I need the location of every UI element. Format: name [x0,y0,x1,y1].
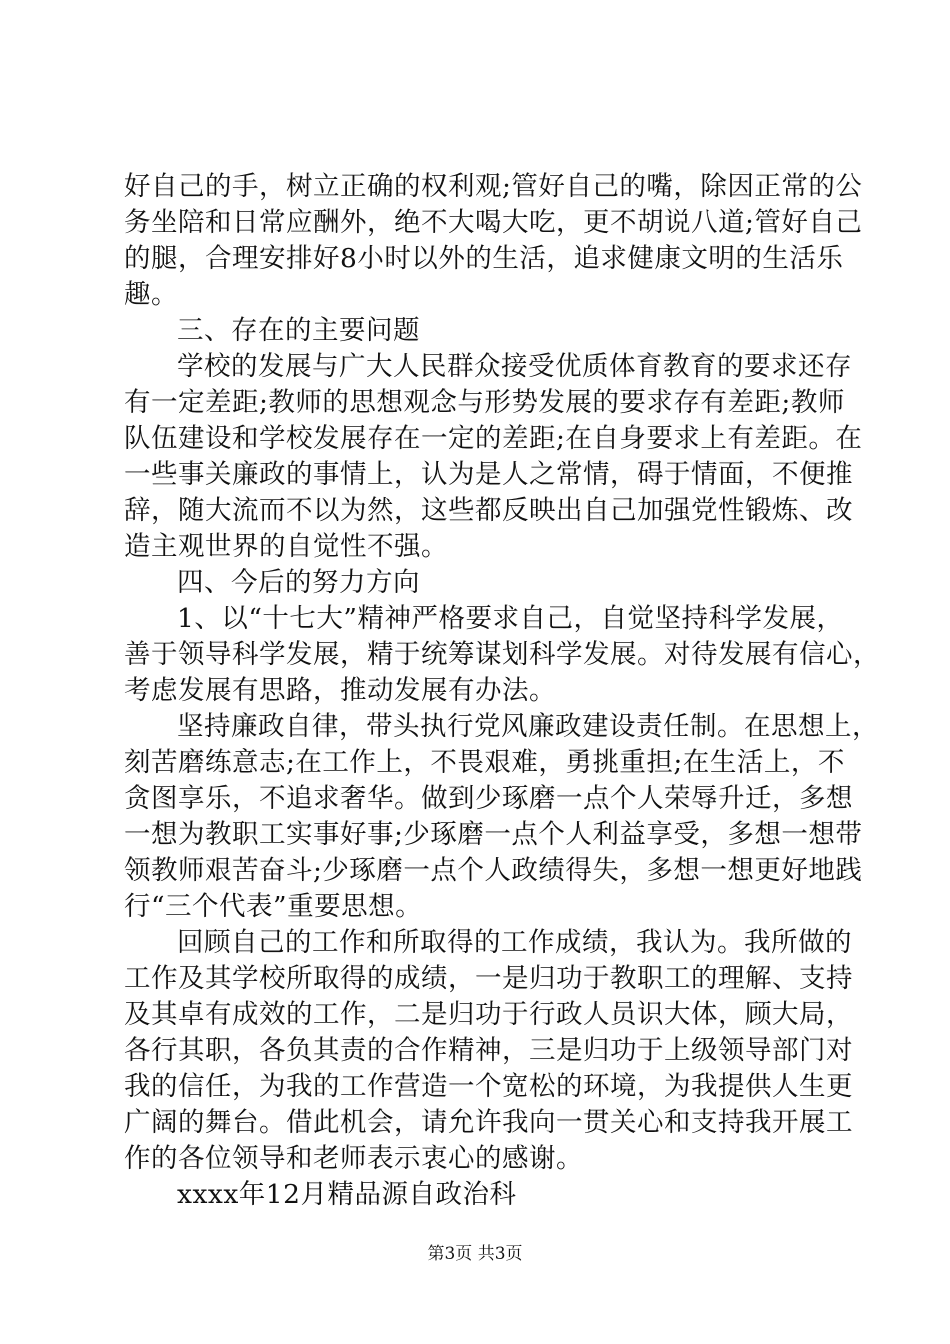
body-line: 善于领导科学发展，精于统筹谋划科学发展。对待发展有信心， [124,639,880,670]
body-line: 趣。 [124,279,178,310]
body-line: 队伍建设和学校发展存在一定的差距;在自身要求上有差距。在 [124,423,863,454]
body-line: 的腿，合理安排好8小时以外的生活，追求健康文明的生活乐 [124,243,844,274]
body-line: 贪图享乐，不追求奢华。做到少琢磨一点个人荣辱升迁，多想 [124,783,853,814]
body-line: 一想为教职工实事好事;少琢磨一点个人利益享受，多想一想带 [124,819,863,850]
page-footer: 第3页 共3页 [427,1244,523,1264]
body-line: 领教师艰苦奋斗;少琢磨一点个人政绩得失，多想一想更好地践 [124,855,863,886]
body-line: 考虑发展有思路，推动发展有办法。 [124,675,556,706]
date-line: xxxx年12月精品源自政治科 [177,1179,517,1210]
body-line: 我的信任，为我的工作营造一个宽松的环境，为我提供人生更 [124,1071,853,1102]
body-line: 各行其职，各负其责的合作精神，三是归功于上级领导部门对 [124,1035,853,1066]
body-line: 及其卓有成效的工作，二是归功于行政人员识大体，顾大局， [124,999,853,1030]
body-line: 一些事关廉政的事情上，认为是人之常情，碍于情面，不便推 [124,459,853,490]
section-heading: 四、今后的努力方向 [177,567,420,598]
body-line: 坚持廉政自律，带头执行党风廉政建设责任制。在思想上， [177,711,879,742]
body-line: 1、以“十七大”精神严格要求自己，自觉坚持科学发展， [177,603,844,634]
body-line: 辞，随大流而不以为然，这些都反映出自己加强党性锻炼、改 [124,495,853,526]
section-heading: 三、存在的主要问题 [177,315,420,346]
body-line: 好自己的手，树立正确的权利观;管好自己的嘴，除因正常的公 [124,171,863,202]
body-line: 作的各位领导和老师表示衷心的感谢。 [124,1143,583,1174]
body-line: 学校的发展与广大人民群众接受优质体育教育的要求还存 [177,351,852,382]
body-line: 工作及其学校所取得的成绩，一是归功于教职工的理解、支持 [124,963,853,994]
body-line: 刻苦磨练意志;在工作上，不畏艰难，勇挑重担;在生活上，不 [124,747,845,778]
body-line: 务坐陪和日常应酬外，绝不大喝大吃，更不胡说八道;管好自己 [124,207,863,238]
body-line: 回顾自己的工作和所取得的工作成绩，我认为。我所做的 [177,927,852,958]
body-line: 有一定差距;教师的思想观念与形势发展的要求存有差距;教师 [124,387,845,418]
body-line: 广阔的舞台。借此机会，请允许我向一贯关心和支持我开展工 [124,1107,853,1138]
body-line: 造主观世界的自觉性不强。 [124,531,448,562]
body-line: 行“三个代表”重要思想。 [124,891,423,922]
